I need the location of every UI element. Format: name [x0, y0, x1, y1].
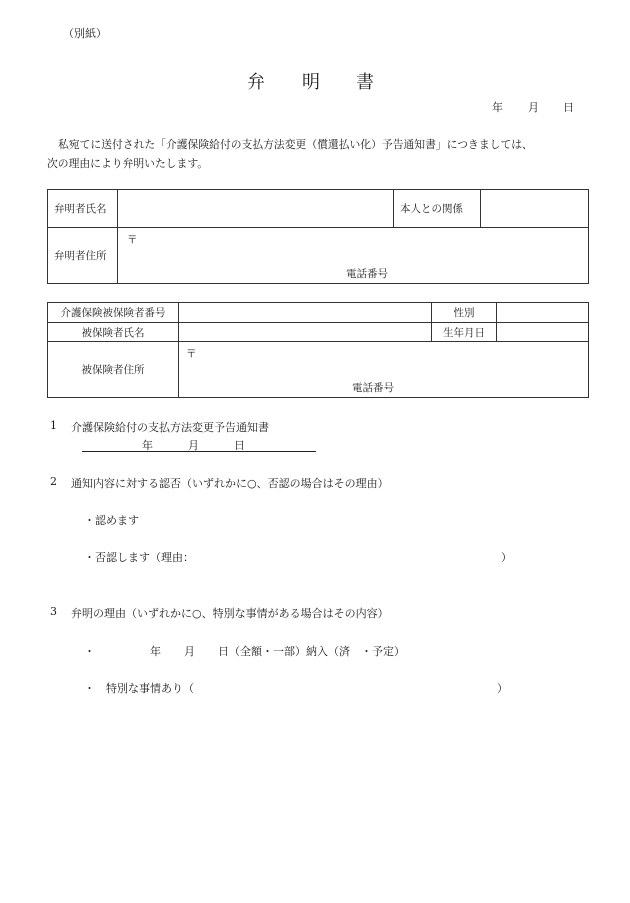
- title-char-1: 弁: [247, 72, 265, 93]
- payment-month: 月: [184, 645, 195, 658]
- birthdate-field[interactable]: [497, 323, 589, 342]
- petitioner-name-field[interactable]: [118, 190, 394, 228]
- date-day-label: 日: [563, 101, 574, 114]
- title-char-2: 明: [302, 72, 320, 93]
- deny-option[interactable]: ・否認します（理由：: [84, 551, 194, 564]
- deny-close-paren: ）: [501, 551, 512, 564]
- section-2-title: 通知内容に対する認否（いずれかに○、否認の場合はその理由）: [71, 477, 389, 490]
- petitioner-name-label: 弁明者氏名: [48, 190, 118, 228]
- date-month-label: 月: [528, 101, 539, 114]
- section-1-number: 1: [50, 419, 57, 432]
- accept-option[interactable]: ・認めます: [84, 514, 139, 527]
- insured-address-label: 被保険者住所: [48, 342, 179, 398]
- payment-day-detail: 日（全額・一部）納入（済 ・予定）: [218, 645, 405, 658]
- phone-label: 電話番号: [352, 382, 394, 394]
- relation-label: 本人との関係: [394, 190, 481, 228]
- section-2-number: 2: [50, 475, 57, 488]
- section-1-title: 介護保険給付の支払方法変更予告通知書: [71, 421, 269, 434]
- insured-number-field[interactable]: [179, 303, 432, 323]
- phone-label: 電話番号: [346, 268, 388, 280]
- special-circumstance-option[interactable]: ・ 特別な事情あり（: [84, 682, 194, 695]
- special-close-paren: ）: [497, 682, 508, 695]
- petitioner-address-field[interactable]: [118, 228, 589, 284]
- section-1-year: 年: [142, 439, 153, 452]
- date-year-label: 年: [492, 101, 503, 114]
- petitioner-table: [47, 189, 589, 284]
- notice-date-underline[interactable]: [82, 451, 316, 452]
- insured-address-field[interactable]: [179, 342, 589, 398]
- payment-bullet[interactable]: ・: [84, 645, 95, 658]
- attachment-label: （別紙）: [63, 27, 107, 40]
- section-3-number: 3: [50, 605, 57, 618]
- insured-name-label: 被保険者氏名: [48, 323, 179, 342]
- section-1-month: 月: [188, 439, 199, 452]
- payment-year: 年: [150, 645, 161, 658]
- section-1-day: 日: [234, 439, 245, 452]
- petitioner-address-label: 弁明者住所: [48, 228, 118, 284]
- gender-field[interactable]: [497, 303, 589, 323]
- birthdate-label: 生年月日: [432, 323, 497, 342]
- insured-table: [47, 302, 589, 398]
- postal-mark: 〒: [186, 348, 197, 360]
- gender-label: 性別: [432, 303, 497, 323]
- relation-field[interactable]: [481, 190, 589, 228]
- insured-number-label: 介護保険被保険者番号: [48, 303, 179, 323]
- intro-line-1: 私宛てに送付された「介護保険給付の支払方法変更（償還払い化）予告通知書」につきましては、: [58, 138, 533, 151]
- intro-line-2: 次の理由により弁明いたします。: [47, 157, 209, 170]
- title-char-3: 書: [356, 72, 374, 93]
- postal-mark: 〒: [127, 234, 138, 246]
- insured-name-field[interactable]: [179, 323, 432, 342]
- section-3-title: 弁明の理由（いずれかに○、特別な事情がある場合はその内容）: [71, 607, 389, 620]
